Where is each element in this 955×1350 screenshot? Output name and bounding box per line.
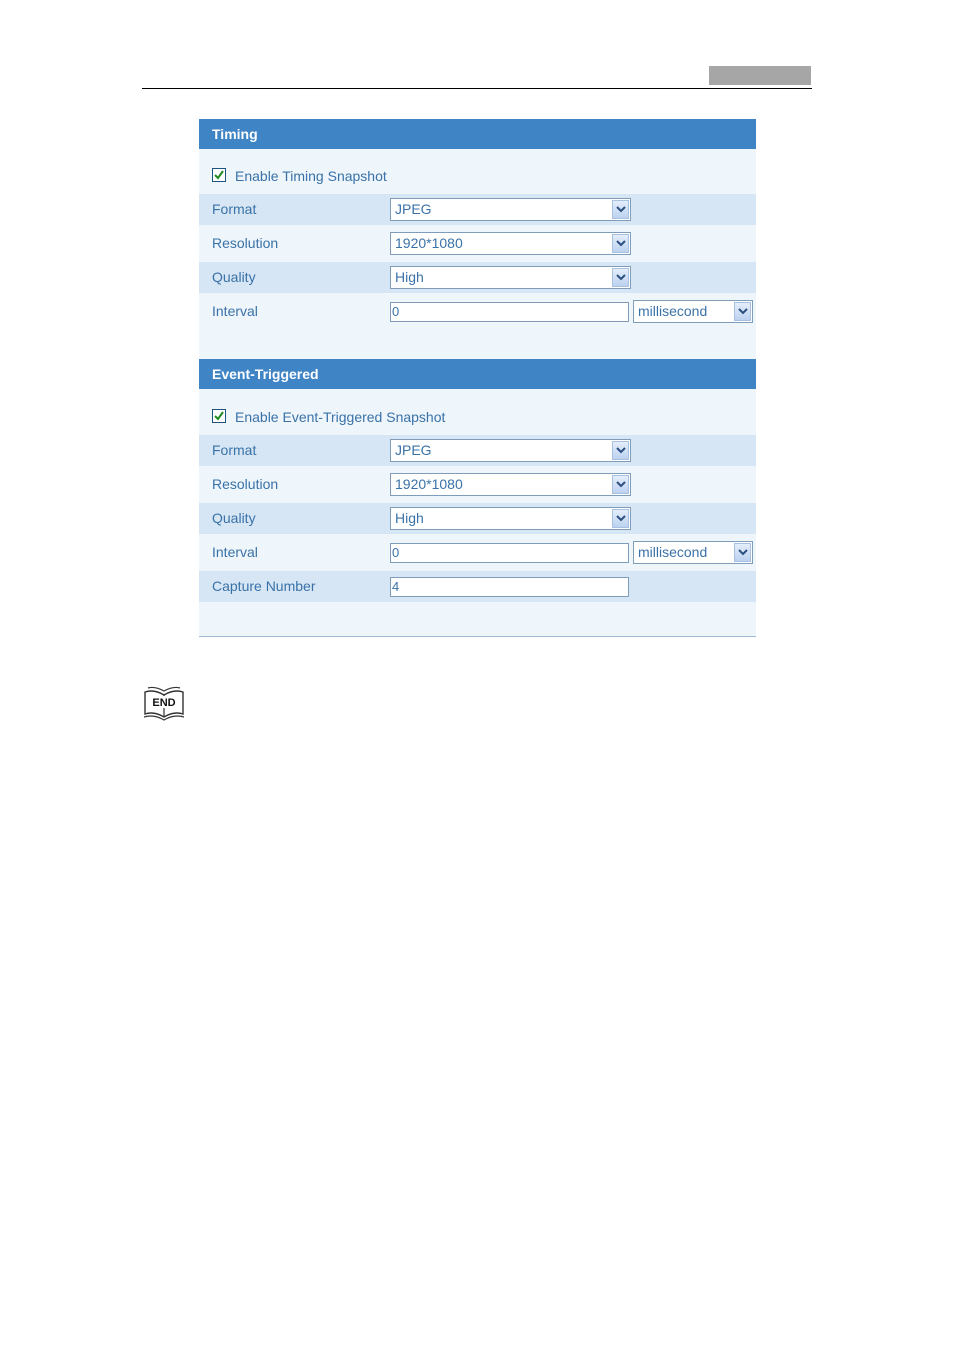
timing-enable-row — [199, 161, 756, 191]
chevron-down-icon[interactable] — [612, 475, 629, 494]
timing-interval-input[interactable] — [390, 302, 629, 322]
event-quality-value: High — [395, 510, 424, 526]
event-format-select[interactable] — [390, 439, 631, 462]
event-quality-select[interactable] — [390, 507, 631, 530]
event-interval-unit-select[interactable] — [633, 541, 753, 564]
chevron-down-icon[interactable] — [612, 441, 629, 460]
timing-interval-label: Interval — [212, 303, 258, 319]
event-format-label: Format — [212, 442, 257, 458]
check-icon — [214, 170, 224, 180]
timing-resolution-select[interactable] — [390, 232, 631, 255]
event-resolution-select[interactable] — [390, 473, 631, 496]
timing-interval-value: 0 — [392, 304, 400, 319]
event-interval-row — [199, 537, 756, 568]
timing-quality-value: High — [395, 269, 424, 285]
event-resolution-row — [199, 469, 756, 500]
timing-quality-label: Quality — [212, 269, 256, 285]
chevron-down-icon[interactable] — [612, 509, 629, 528]
timing-interval-unit-value: millisecond — [638, 303, 708, 319]
chevron-down-icon[interactable] — [734, 543, 751, 562]
event-enable-checkbox[interactable] — [212, 409, 226, 423]
snapshot-settings-panel — [199, 119, 756, 637]
event-resolution-label: Resolution — [212, 476, 279, 492]
event-quality-label: Quality — [212, 510, 256, 526]
timing-resolution-row — [199, 228, 756, 259]
end-label: END — [152, 697, 176, 709]
timing-interval-row — [199, 296, 756, 327]
chevron-down-icon[interactable] — [612, 200, 629, 219]
timing-enable-label: Enable Timing Snapshot — [235, 168, 387, 184]
timing-quality-select[interactable] — [390, 266, 631, 289]
event-enable-label: Enable Event-Triggered Snapshot — [235, 409, 446, 425]
chevron-down-icon[interactable] — [612, 268, 629, 287]
page-header-rule — [142, 88, 812, 89]
timing-format-value: JPEG — [395, 201, 432, 217]
event-capture-number-label: Capture Number — [212, 578, 316, 594]
timing-format-label: Format — [212, 201, 257, 217]
event-interval-value: 0 — [392, 545, 400, 560]
timing-interval-unit-select[interactable] — [633, 300, 753, 323]
event-interval-label: Interval — [212, 544, 258, 560]
event-capture-number-value: 4 — [392, 579, 400, 594]
event-enable-row — [199, 402, 756, 432]
page-header-tab — [709, 66, 811, 85]
timing-quality-row — [199, 262, 756, 293]
timing-resolution-label: Resolution — [212, 235, 279, 251]
timing-section-title: Timing — [199, 119, 756, 149]
timing-resolution-value: 1920*1080 — [395, 235, 463, 251]
event-interval-unit-value: millisecond — [638, 544, 708, 560]
timing-enable-checkbox[interactable] — [212, 168, 226, 182]
event-resolution-value: 1920*1080 — [395, 476, 463, 492]
timing-format-row — [199, 194, 756, 225]
event-capture-number-row — [199, 571, 756, 602]
check-icon — [214, 411, 224, 421]
event-format-value: JPEG — [395, 442, 432, 458]
chevron-down-icon[interactable] — [612, 234, 629, 253]
event-capture-number-input[interactable] — [390, 577, 629, 597]
end-book-icon — [142, 684, 186, 722]
event-interval-input[interactable] — [390, 543, 629, 563]
event-format-row — [199, 435, 756, 466]
event-section-title: Event-Triggered — [199, 359, 756, 389]
timing-format-select[interactable] — [390, 198, 631, 221]
event-quality-row — [199, 503, 756, 534]
chevron-down-icon[interactable] — [734, 302, 751, 321]
